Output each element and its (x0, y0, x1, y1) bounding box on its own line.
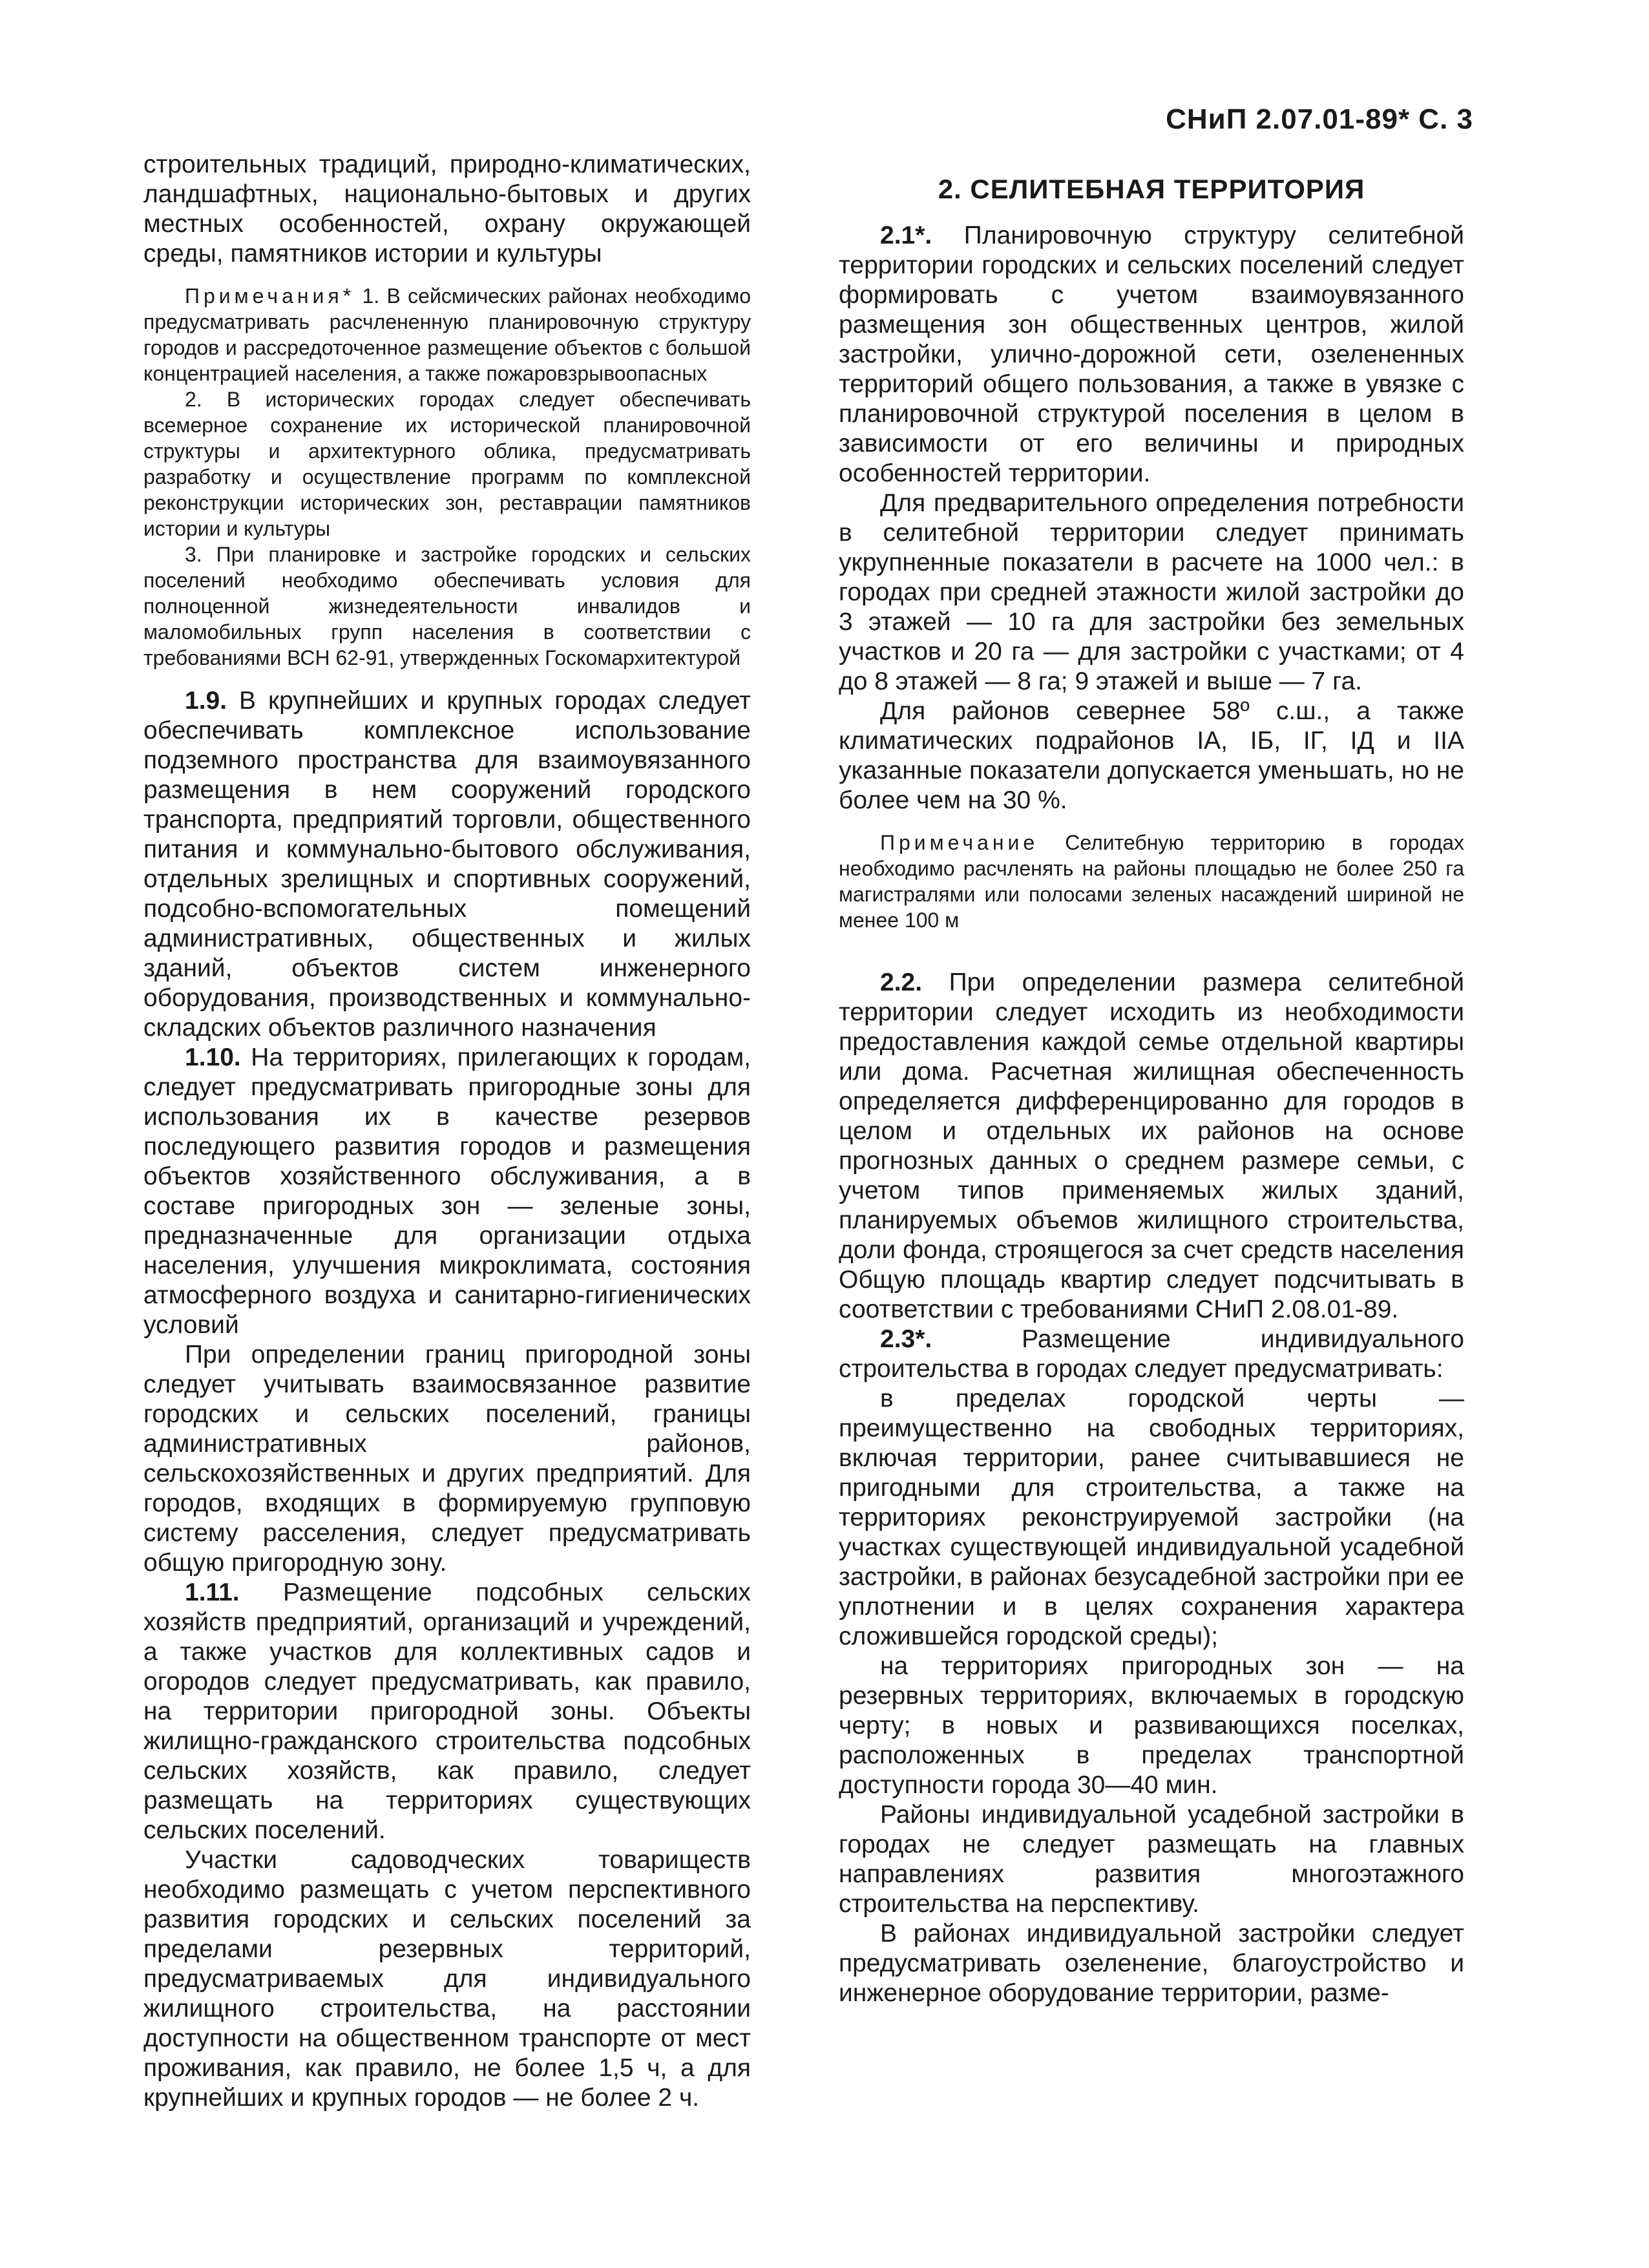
paragraph-1-9: 1.9. В крупнейших и крупных городах следует обеспечивать комплексное использование подземного пространства для взаимоувязанного размещения в нем сооружений городского транспорта, предприятий торговли, общественного питания и коммунально-бытового обслуживания, отдельных зрелищных и спортивных сооружений, подсобно-вспомогательных помещений административных, общественных и жилых зданий, объектов систем инженерного оборудования, производственных и коммунально-складских объектов различного назначения (143, 687, 751, 1042)
paragraph-2-1-c: Для районов севернее 58º с.ш., а также климатических подрайонов IА, IБ, IГ, IД и IIА указанные показатели допускается уменьшать, но не более чем на 30 %. (839, 697, 1464, 814)
right-column (839, 150, 1464, 2008)
clause-number: 2.2. (880, 969, 923, 996)
note-block (839, 830, 1464, 933)
paragraph-1-11: 1.11. Размещение подсобных сельских хозяйств предприятий, организаций и учреждений, а также участков для коллективных садов и огородов следует предусматривать, как правило, на территории пригородной зоны. Объекты жилищно-гражданского строительства подсобных сельских хозяйств, как правило, следует размещать на территориях существующих сельских поселений. (143, 1579, 751, 1844)
paragraph-2-3-a: в пределах городской черты — преимущественно на свободных территориях, включая территории, ранее считывавшиеся не пригодными для строительства, а также на территориях реконструируемой застройки (на участках существующей индивидуальной усадебной застройки, в районах безусадебной застройки при ее уплотнении и в целях сохранения характера сложившейся городской среды); (839, 1385, 1464, 1650)
paragraph-2-3-c: Районы индивидуальной усадебной застройки в городах не следует размещать на главных направлениях развития многоэтажного строительства на перспективу. (839, 1801, 1464, 1918)
clause-number: 1.10. (185, 1044, 241, 1071)
clause-number: 1.11. (185, 1579, 240, 1606)
page-header: СНиП 2.07.01-89* С. 3 (1166, 103, 1473, 135)
note-3: 3. При планировке и застройке городских и сельских поселений необходимо обеспечивать условия для полноценной жизнедеятельности инвалидов и маломобильных групп населения в соответствии с требованиями ВСН 62-91, утвержденных Госкомархитектурой (143, 543, 751, 669)
paragraph-2-3-b: на территориях пригородных зон — на резервных территориях, включаемых в городскую черту; в новых и развивающихся поселках, расположенных в пределах транспортной доступности города 30—40 мин. (839, 1652, 1464, 1799)
paragraph-2-3: 2.3*. Размещение индивидуального строительства в городах следует предусматривать: (839, 1325, 1464, 1383)
paragraph-1-10: 1.10. На территориях, прилегающих к городам, следует предусматривать пригородные зоны для использования их в качестве резервов последующего развития городов и размещения объектов хозяйственного обслуживания, а в составе пригородных зон — зеленые зоны, предназначенные для организации отдыха населения, улучшения микроклимата, состояния атмосферного воздуха и санитарно-гигиенических условий (143, 1044, 751, 1339)
paragraph-2-1: 2.1*. Планировочную структуру селитебной территории городских и сельских поселений следует формировать с учетом взаимоувязанного размещения зон общественных центров, жилой застройки, улично-дорожной сети, озелененных территорий общего пользования, а также в увязке с планировочной структурой поселения в целом в зависимости от его величины и природных особенностей территории. (839, 222, 1464, 487)
paragraph-1-11-b: Участки садоводческих товариществ необходимо размещать с учетом перспективного развития городских и сельских поселений за пределами резервных территорий, предусматриваемых для индивидуального жилищного строительства, на расстоянии доступности на общественном транспорте от мест проживания, как правило, не более 1,5 ч, а для крупнейших и крупных городов — не более 2 ч. (143, 1846, 751, 2112)
paragraph-2-3-d: В районах индивидуальной застройки следует предусматривать озеленение, благоустройство и инженерное оборудование территории, разме- (839, 1920, 1464, 2007)
clause-number: 2.1*. (880, 222, 932, 249)
note-1: Примечания* 1. В сейсмических районах необходимо предусматривать расчлененную планировочную структуру городов и рассредоточенное размещение объектов с большой концентрацией населения, а также пожаровзрывоопасных (143, 284, 751, 385)
paragraph-2-1-b: Для предварительного определения потребности в селитебной территории следует принимать укрупненные показатели в расчете на 1000 чел.: в городах при средней этажности жилой застройки до 3 этажей — 10 га для застройки без земельных участков и 20 га — для застройки с участками; от 4 до 8 этажей — 8 га; 9 этажей и выше — 7 га. (839, 489, 1464, 695)
note-2: 2. В исторических городах следует обеспечивать всемерное сохранение их исторической планировочной структуры и архитектурного облика, предусматривать разработку и осуществление программ по комплексной реконструкции исторических зон, реставрации памятников истории и культуры (143, 388, 751, 540)
intro-paragraph: строительных традиций, природно-климатических, ландшафтных, национально-бытовых и других местных особенностей, охрану окружающей среды, памятников истории и культуры (143, 151, 751, 268)
section-title: 2. СЕЛИТЕБНАЯ ТЕРРИТОРИЯ (938, 174, 1365, 204)
clause-number: 2.3*. (880, 1325, 932, 1353)
clause-number: 1.9. (185, 687, 227, 715)
note-text: Селитебную территорию в городах необходимо расчленять на районы площадью не более 250 га магистралями или полосами зеленых насаждений шириной не менее 100 м (839, 831, 1465, 932)
paragraph-2-2: 2.2. При определении размера селитебной территории следует исходить из необходимости предоставления каждой семье отдельной квартиры или дома. Расчетная жилищная обеспеченность определяется дифференцированно для городов в целом и отдельных их районов на основе прогнозных данных о среднем размере семьи, с учетом типов применяемых жилых зданий, планируемых объемов жилищного строительства, доли фонда, строящегося за счет средств населения Общую площадь квартир следует подсчитывать в соответствии с требованиями СНиП 2.08.01-89. (839, 969, 1464, 1323)
paragraph-1-10-b: При определении границ пригородной зоны следует учитывать взаимосвязанное развитие городских и сельских поселений, границы административных районов, сельскохозяйственных и других предприятий. Для городов, входящих в формируемую групповую систему расселения, следует предусматривать общую пригородную зону. (143, 1341, 751, 1577)
note-label: Примечание (880, 831, 1039, 854)
notes-block (143, 283, 751, 671)
left-column (143, 150, 751, 2113)
notes-label: Примечания* (185, 284, 355, 308)
